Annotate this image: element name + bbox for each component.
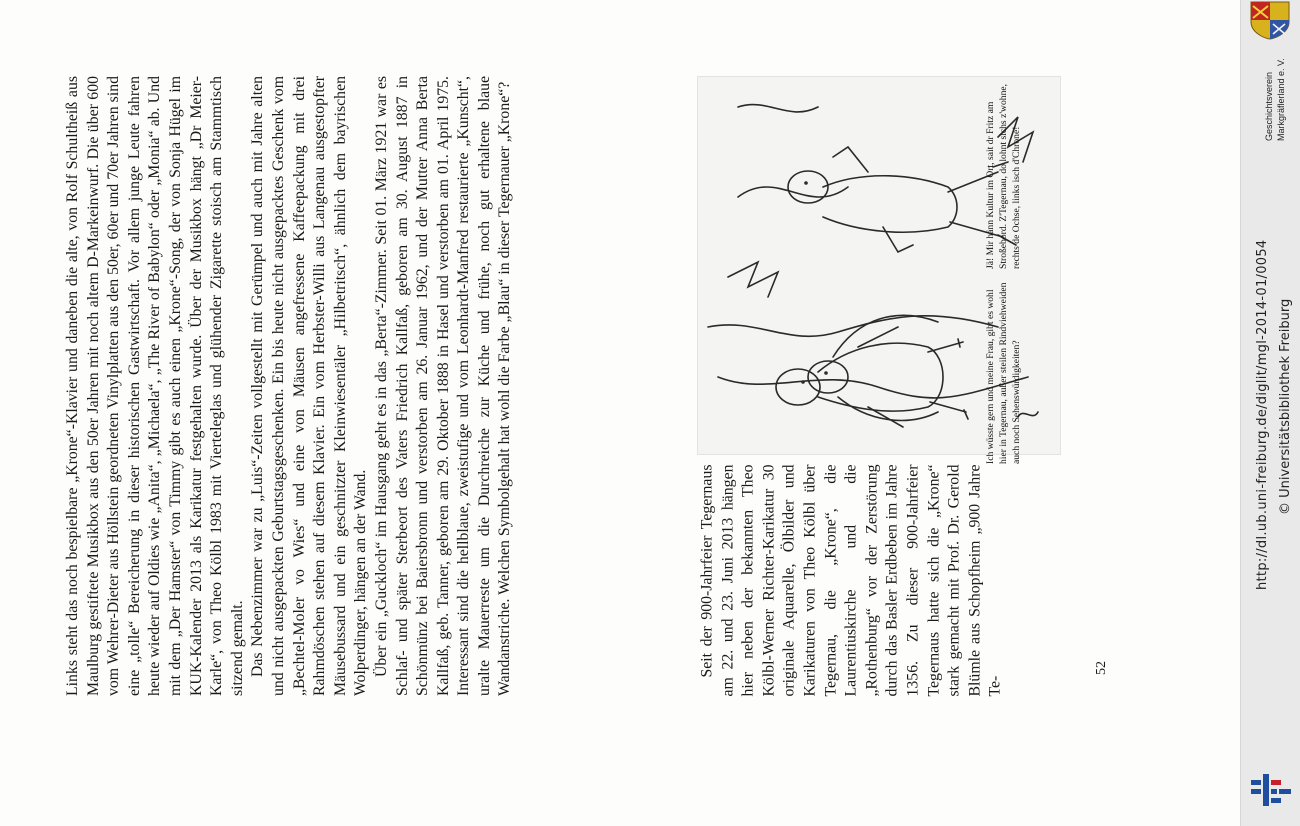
narrow-text-column xyxy=(698,465,1043,697)
copyright-notice: © Universitätsbibliothek Freiburg xyxy=(1278,298,1293,515)
paragraph: Links steht das noch bespielbare „Krone“-Klavier und daneben die alte, von Rolf Schultheiß aus Maulburg gestiftete Musikbox aus den 50er Jahren mit noch altem D-Markeinwurf. Die über 600 vom Wehrer-Dieter aus Höllstein geordneten Vinylplatten aus den 50er, 60er und 70er Jahren sind eine „tolle“ Bereicherung in dieser historischen Gastwirtschaft. Vor allem junge Leute fahren heute wieder auf Oldies wie „Anita“, „Michaela“, „The River of Babylon“ oder „Monia“ ab. Und mit dem „Der Hamster“ von Timmy gibt es auch einen „Krone“-Song, der von Sonja Hügel im KUK-Kalender 2013 als Karikatur festgehalten wurde. Über der Musikbox hängt „Dr Meier-Karle“, von Theo Kölbl 1983 mit Vierteleglas und glühender Zigarette stoisch am Stammtisch sitzend gemalt. xyxy=(64,76,246,696)
paragraph: Über ein „Guckloch“ im Hausgang geht es in das „Berta“-Zimmer. Seit 01. März 1921 war es Schlaf- und später Sterbeort des Vaters Friedrich Kallfaß, geboren am 30. August 1887 in Schönmünz bei Baiersbronn und verstorben am 26. Januar 1962, und der Mutter Anna Berta Kallfaß, geb. Tanner, geboren am 29. Oktober 1888 in Hasel und verstorben am 01. April 1975. Interessant sind die hellblaue, zweistufige und vom Leonhardt-Manfred restaurierte „Kunscht“, uralte Mauerreste um die Durchreiche zur Küche und frühe, noch gut erhaltene blaue Wandanstriche. Welchen Symbolgehalt hat wohl die Farbe „Blau“ in dieser Tegernauer „Krone“? xyxy=(372,76,514,696)
page-number: 52 xyxy=(1094,661,1109,675)
paragraph: Das Nebenzimmer war zu „Luis“-Zeiten vollgestellt mit Gerümpel und auch mit Jahre alten und nicht ausgepackten Geburtstagsgeschenken. Ein bis heute nicht ausgepacktes Geschenk vom „Bechtel-Moler vo Wies“ und eine von Mäusen angefressene Kaffeepackung mit drei Rahmdöschen stehen auf diesem Klavier. Ein vom Herbster-Willi aus Langenau ausgestopfter Mäusebussard und ein geschnitzter Kleinwiesentäler „Hilbetritsch“, ähnlich dem bayrischen Wolperdinger, hängen an der Wand. xyxy=(249,76,370,696)
document-url-link[interactable]: http://dl.ub.uni-freiburg.de/diglit/mgl-2014-01/0054 xyxy=(1255,239,1270,590)
university-library-logo-icon xyxy=(1249,772,1295,808)
caption-right: Jä! Mir hänn Kultur im Ort, sait dr Fritz am Stroßebord. Z'Tegernau, do lohnt sichs z'wohne, rechts de Ochse, links isch d'Chrone! xyxy=(985,83,1022,269)
caption-left: Ich wüsste gern und meine Frau, gibt es wohl hier in Tegernau, außer steilen Rindviehweiden auch noch Sehenswürdigkeiten? xyxy=(985,282,1022,464)
coat-of-arms-icon xyxy=(1247,0,1293,40)
paragraph: Seit der 900-Jahrfeier Tegernaus am 22. und 23. Juni 2013 hängen hier neben der bekannten Theo Kölbl-Werner Richter-Karikatur 30 originale Aquarelle, Ölbilder und Karikaturen von Theo Kölbl über Tegernau, die „Krone“, die Laurentiuskirche und die „Rothenburg“ vor der Zerstörung durch das Basler Erdbeben im Jahre 1356. Zu dieser 900-Jahrfeier Tegernaus hatte sich die „Krone“ stark gemacht mit Prof. Dr. Gerold Blümle aus Schopfheim „900 Jahre Te- xyxy=(698,464,1004,697)
society-name: Geschichtsverein Markgräflerland e. V. xyxy=(1264,58,1286,141)
main-text-column xyxy=(63,76,603,696)
